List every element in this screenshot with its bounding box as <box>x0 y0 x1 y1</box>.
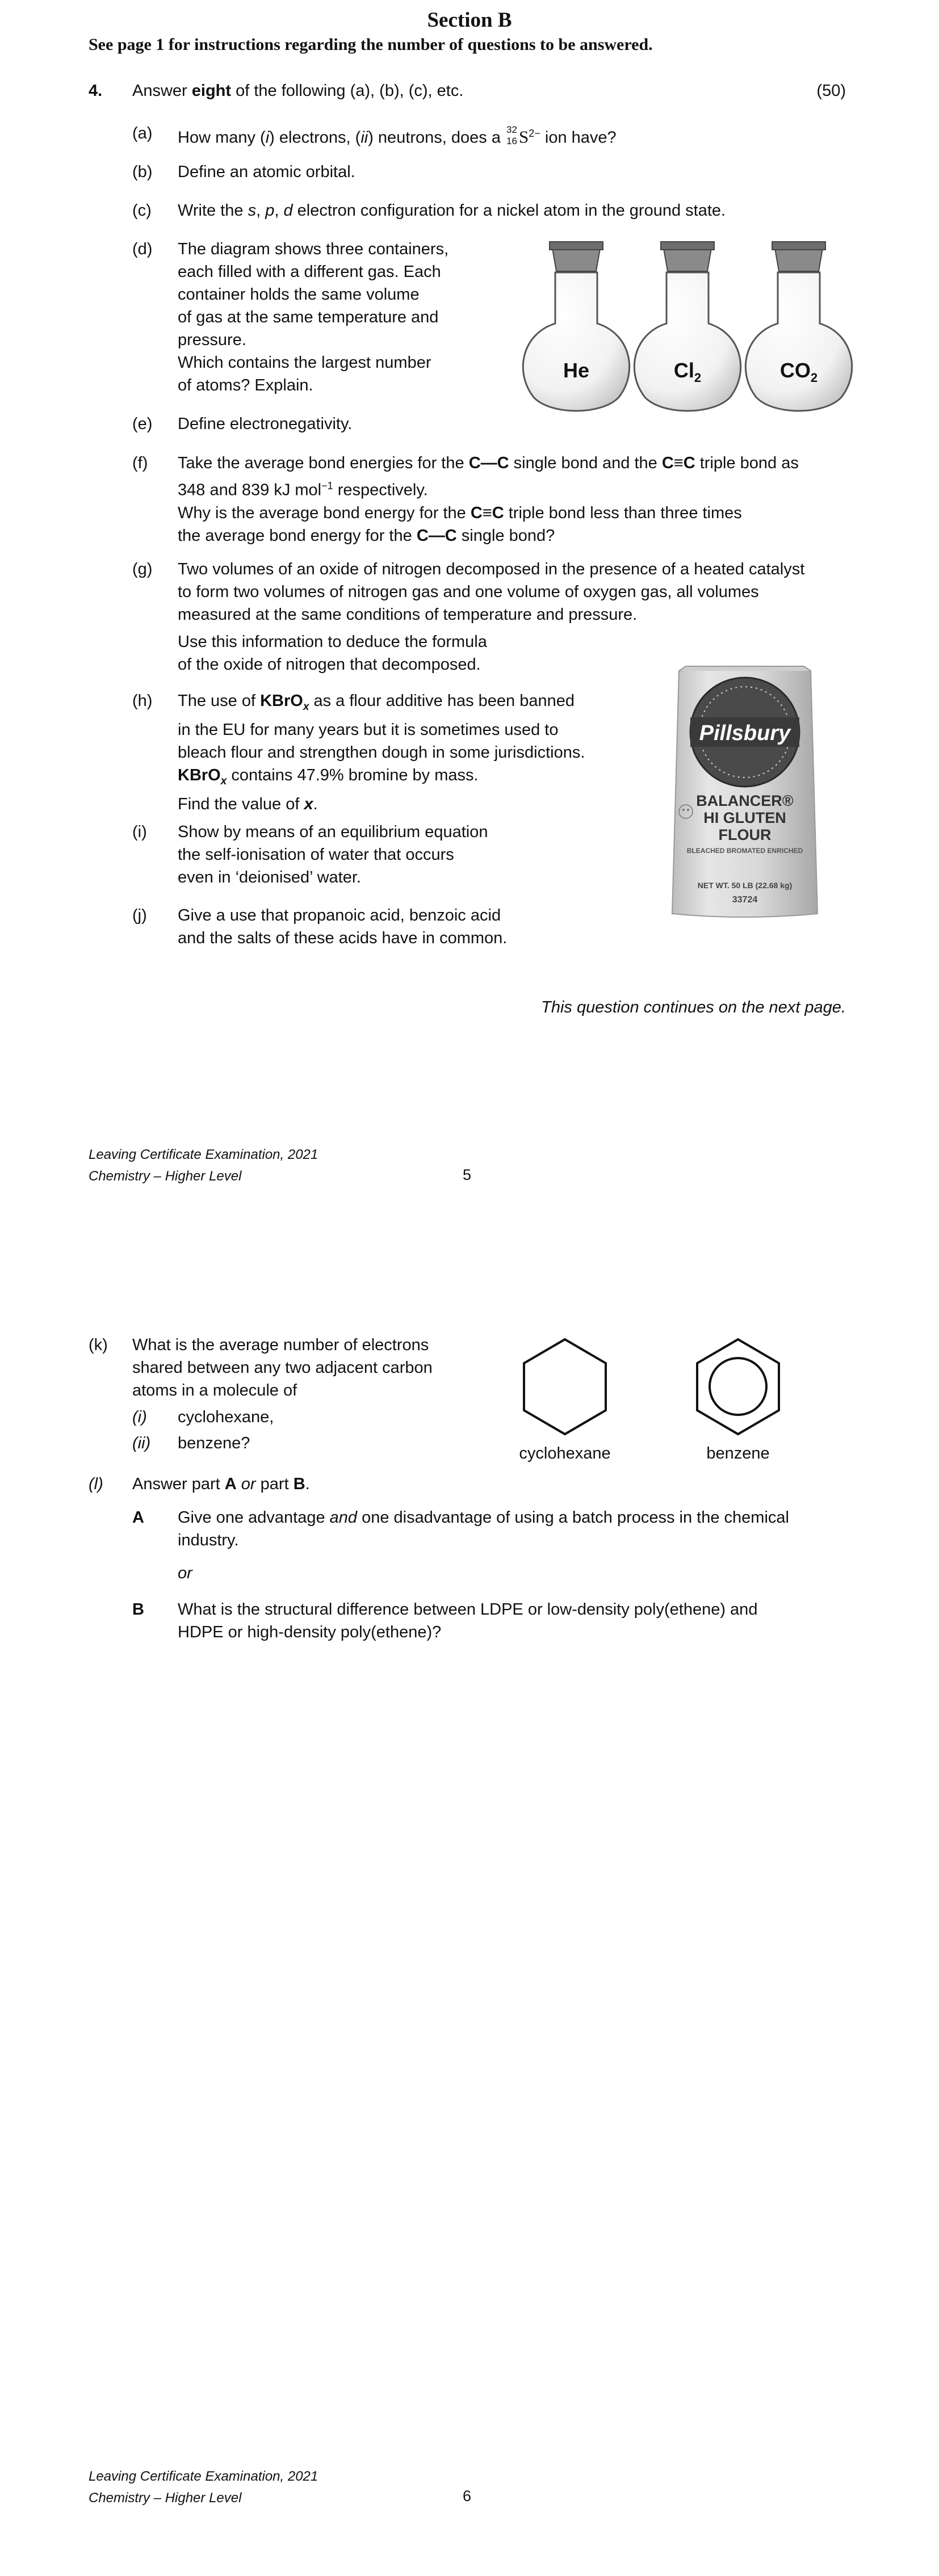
svg-text:BALANCER®: BALANCER® <box>696 792 794 809</box>
part-e-text: Define electronegativity. <box>178 415 353 433</box>
footer: Leaving Certificate Examination, 2021 Chemistry – Higher Level <box>89 1147 318 1184</box>
part-l-or: or <box>178 1564 192 1582</box>
part-k-i-text: cyclohexane, <box>178 1408 274 1426</box>
page-number: 5 <box>463 1166 472 1183</box>
part-f-text: Take the average bond energies for the C—C single bond and the C≡C triple bond as 348 and 839 kJ mol$^{-1}$ respectively. Why is the average bond energy for the C≡C triple bond less than three times the average bond energy for the C—C single bond? <box>178 454 799 545</box>
part-f-label: (f) <box>132 454 148 472</box>
part-a-label: (a) <box>132 124 153 142</box>
footer: Leaving Certificate Examination, 2021 Chemistry – Higher Level <box>89 2469 318 2506</box>
question-intro: Answer eight of the following (a), (b), (c), etc. <box>132 82 464 100</box>
part-d-label: (d) <box>132 240 153 258</box>
svg-text:cyclohexane: cyclohexane <box>519 1444 611 1463</box>
part-d-text: The diagram shows three containers, each filled with a different gas. Each container holds the same volume of gas at the same temperature and pressure. Which contains the largest number of atoms? Explain. <box>178 240 449 394</box>
part-e-label: (e) <box>132 415 153 433</box>
flask-cl2 <box>634 242 740 411</box>
benzene-structure <box>697 1339 779 1463</box>
part-g-label: (g) <box>132 560 153 578</box>
part-j-text: Give a use that propanoic acid, benzoic acid and the salts of these acids have in common. <box>178 906 508 947</box>
flask-he <box>523 242 629 411</box>
continues-note: This question continues on the next page. <box>541 998 846 1016</box>
gas-flasks-diagram <box>511 238 863 420</box>
svg-text:FLOUR: FLOUR <box>718 826 772 843</box>
svg-text:33724: 33724 <box>732 895 758 905</box>
flask-label: He <box>563 359 590 382</box>
section-title: Section B <box>427 9 512 32</box>
part-c-text: Write the s, p, d electron configuration for a nickel atom in the ground state. <box>178 201 726 220</box>
part-l-label: (l) <box>89 1475 103 1493</box>
svg-text:NET WT. 50 LB (22.68 kg): NET WT. 50 LB (22.68 kg) <box>697 881 793 890</box>
part-b-label: (b) <box>132 163 153 181</box>
flask-label: $Cl_2$ <box>673 359 702 385</box>
cyclohexane-structure <box>519 1339 610 1463</box>
part-l-a-text: Give one advantage and one disadvantage of using a batch process in the chemical industry. <box>178 1508 789 1549</box>
exam-page-6 <box>0 1288 939 2576</box>
part-i-text: Show by means of an equilibrium equation the self-ionisation of water that occurs even in ‘deionised’ water. <box>178 823 488 886</box>
part-a-text: How many (i) electrons, (ii) neutrons, does a 32 16 $S^{2-}$ ion have? <box>178 124 617 147</box>
question-number: 4. <box>89 82 103 100</box>
svg-text:BLEACHED BROMATED ENRICHED: BLEACHED BROMATED ENRICHED <box>686 847 803 855</box>
part-l-b-text: What is the structural difference between LDPE or low-density poly(ethene) and HDPE or high-density poly(ethene)? <box>178 1600 758 1641</box>
ring-structures-diagram <box>511 1328 818 1464</box>
part-j-label: (j) <box>132 906 147 924</box>
part-k-label: (k) <box>89 1336 108 1354</box>
part-k-ii-text: benzene? <box>178 1434 250 1452</box>
flask-label: $CO_2$ <box>779 359 818 385</box>
part-g-text: Two volumes of an oxide of nitrogen decomposed in the presence of a heated catalyst to form two volumes of nitrogen gas and one volume of oxygen gas, all volumes measured at the same conditions of temperature and pressure. Use this information to deduce the formula of the oxide of nitrogen that decomposed. <box>178 560 805 674</box>
part-k-i-label: (i) <box>132 1408 147 1426</box>
part-l-a-label: A <box>132 1508 144 1527</box>
part-b-text: Define an atomic orbital. <box>178 163 355 181</box>
isotope-notation: 32 16 <box>506 124 517 146</box>
question-marks: (50) <box>816 82 846 100</box>
svg-text:HI GLUTEN: HI GLUTEN <box>703 809 786 826</box>
svg-text:benzene: benzene <box>706 1444 770 1463</box>
page-number: 6 <box>463 2487 472 2504</box>
part-k-ii-label: (ii) <box>132 1434 151 1452</box>
part-i-label: (i) <box>132 823 147 841</box>
flour-bag-image <box>669 664 821 919</box>
section-instructions: See page 1 for instructions regarding the number of questions to be answered. <box>89 35 653 54</box>
part-h-label: (h) <box>132 692 153 710</box>
svg-text:Pillsbury: Pillsbury <box>699 721 791 745</box>
part-k-text: What is the average number of electrons shared between any two adjacent carbon atoms in a molecule of <box>132 1336 433 1400</box>
part-h-text: The use of KBrO$_x$ as a flour additive has been banned in the EU for many years but it is sometimes used to bleach flour and strengthen dough in some jurisdictions. KBrO$_x$ contains 47.9% bromine by mass. Find the value of x. <box>178 692 585 813</box>
part-l-intro: Answer part A or part B. <box>132 1475 310 1493</box>
flask-co2 <box>745 242 852 411</box>
part-l-b-label: B <box>132 1600 144 1619</box>
part-c-label: (c) <box>132 201 152 220</box>
